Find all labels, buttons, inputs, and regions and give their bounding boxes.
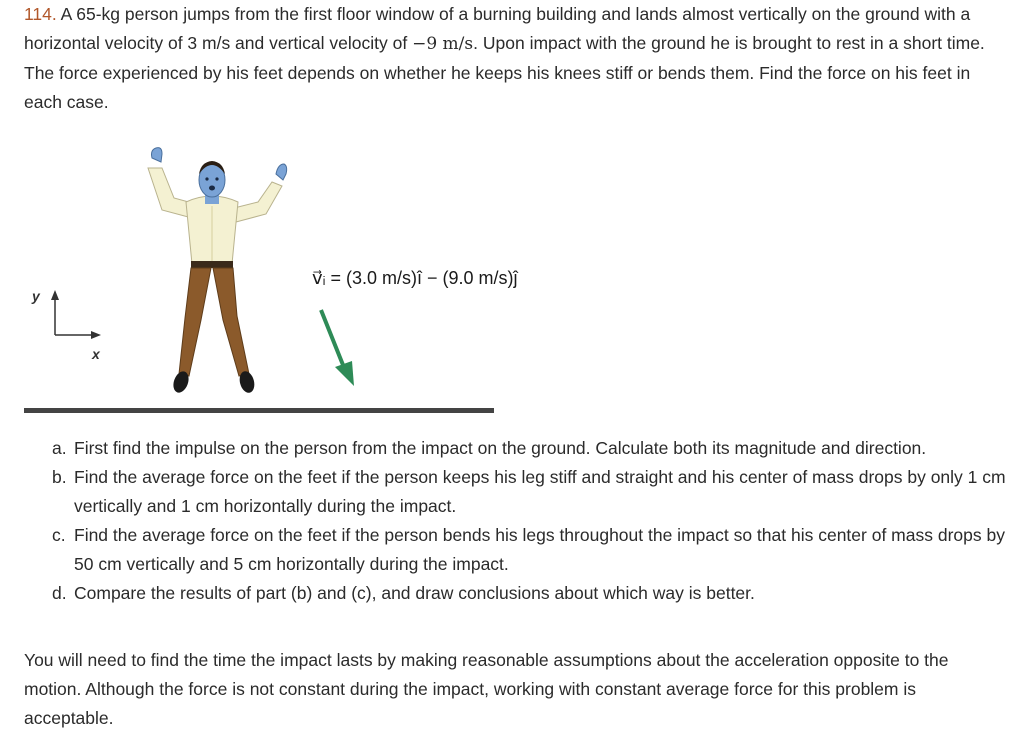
list-item <box>24 579 1014 608</box>
problem-text-part1: A 65-kg person jumps from the first floor window of a burning building and lands almost vertically on the ground with a horizontal velocity of 3 m/s and vertical velocity of <box>24 4 971 53</box>
coordinate-axes <box>51 290 101 339</box>
part-text: Find the average force on the feet if the person keeps his leg stiff and straight and his center of mass drops by only 1 cm vertically and 1 cm horizontally during the impact. <box>74 467 1006 516</box>
part-letter: a. <box>52 438 67 458</box>
velocity-arrow <box>321 310 354 386</box>
right-arm <box>234 182 282 222</box>
note-paragraph: You will need to find the time the impact lasts by making reasonable assumptions about the acceleration opposite to the motion. Although the force is not constant during the impact, working with constant average force for this problem is acceptable. <box>24 650 949 728</box>
figure-drawing <box>0 130 620 420</box>
list-item <box>24 434 1014 463</box>
axis-x-label: x <box>92 346 100 362</box>
problem-text-part2: . Upon impact with the ground he is brought to rest in a short time. The force experienced by his feet depends on whether he keeps his knees stiff or bends them. Find the force on his feet in each case. <box>24 33 985 112</box>
part-text: Compare the results of part (b) and (c), and draw conclusions about which way is better. <box>74 583 755 603</box>
left-hand <box>152 148 163 162</box>
problem-statement <box>24 0 1004 117</box>
ground-line <box>24 408 494 413</box>
right-hand <box>276 164 287 180</box>
part-text: First find the impulse on the person from the impact on the ground. Calculate both its magnitude and direction. <box>74 438 927 458</box>
axis-y-label: y <box>32 288 40 304</box>
list-item <box>24 463 1014 521</box>
belt <box>191 261 233 268</box>
part-letter: d. <box>52 583 67 603</box>
right-leg <box>213 268 249 376</box>
part-letter: c. <box>52 525 66 545</box>
vertical-velocity: −9 m/s <box>412 34 474 54</box>
part-letter: b. <box>52 467 67 487</box>
part-text: Find the average force on the feet if the person bends his legs throughout the impact so that his center of mass drops by 50 cm vertically and 5 cm horizontally during the impact. <box>74 525 1005 574</box>
problem-number: 114. <box>24 4 57 24</box>
person-figure <box>148 148 287 395</box>
list-item <box>24 521 1014 579</box>
parts-list <box>24 434 1014 608</box>
left-leg <box>179 268 211 376</box>
figure <box>0 130 620 420</box>
velocity-label: v⃗ᵢ = (3.0 m/s)î − (9.0 m/s)ĵ <box>312 268 518 288</box>
